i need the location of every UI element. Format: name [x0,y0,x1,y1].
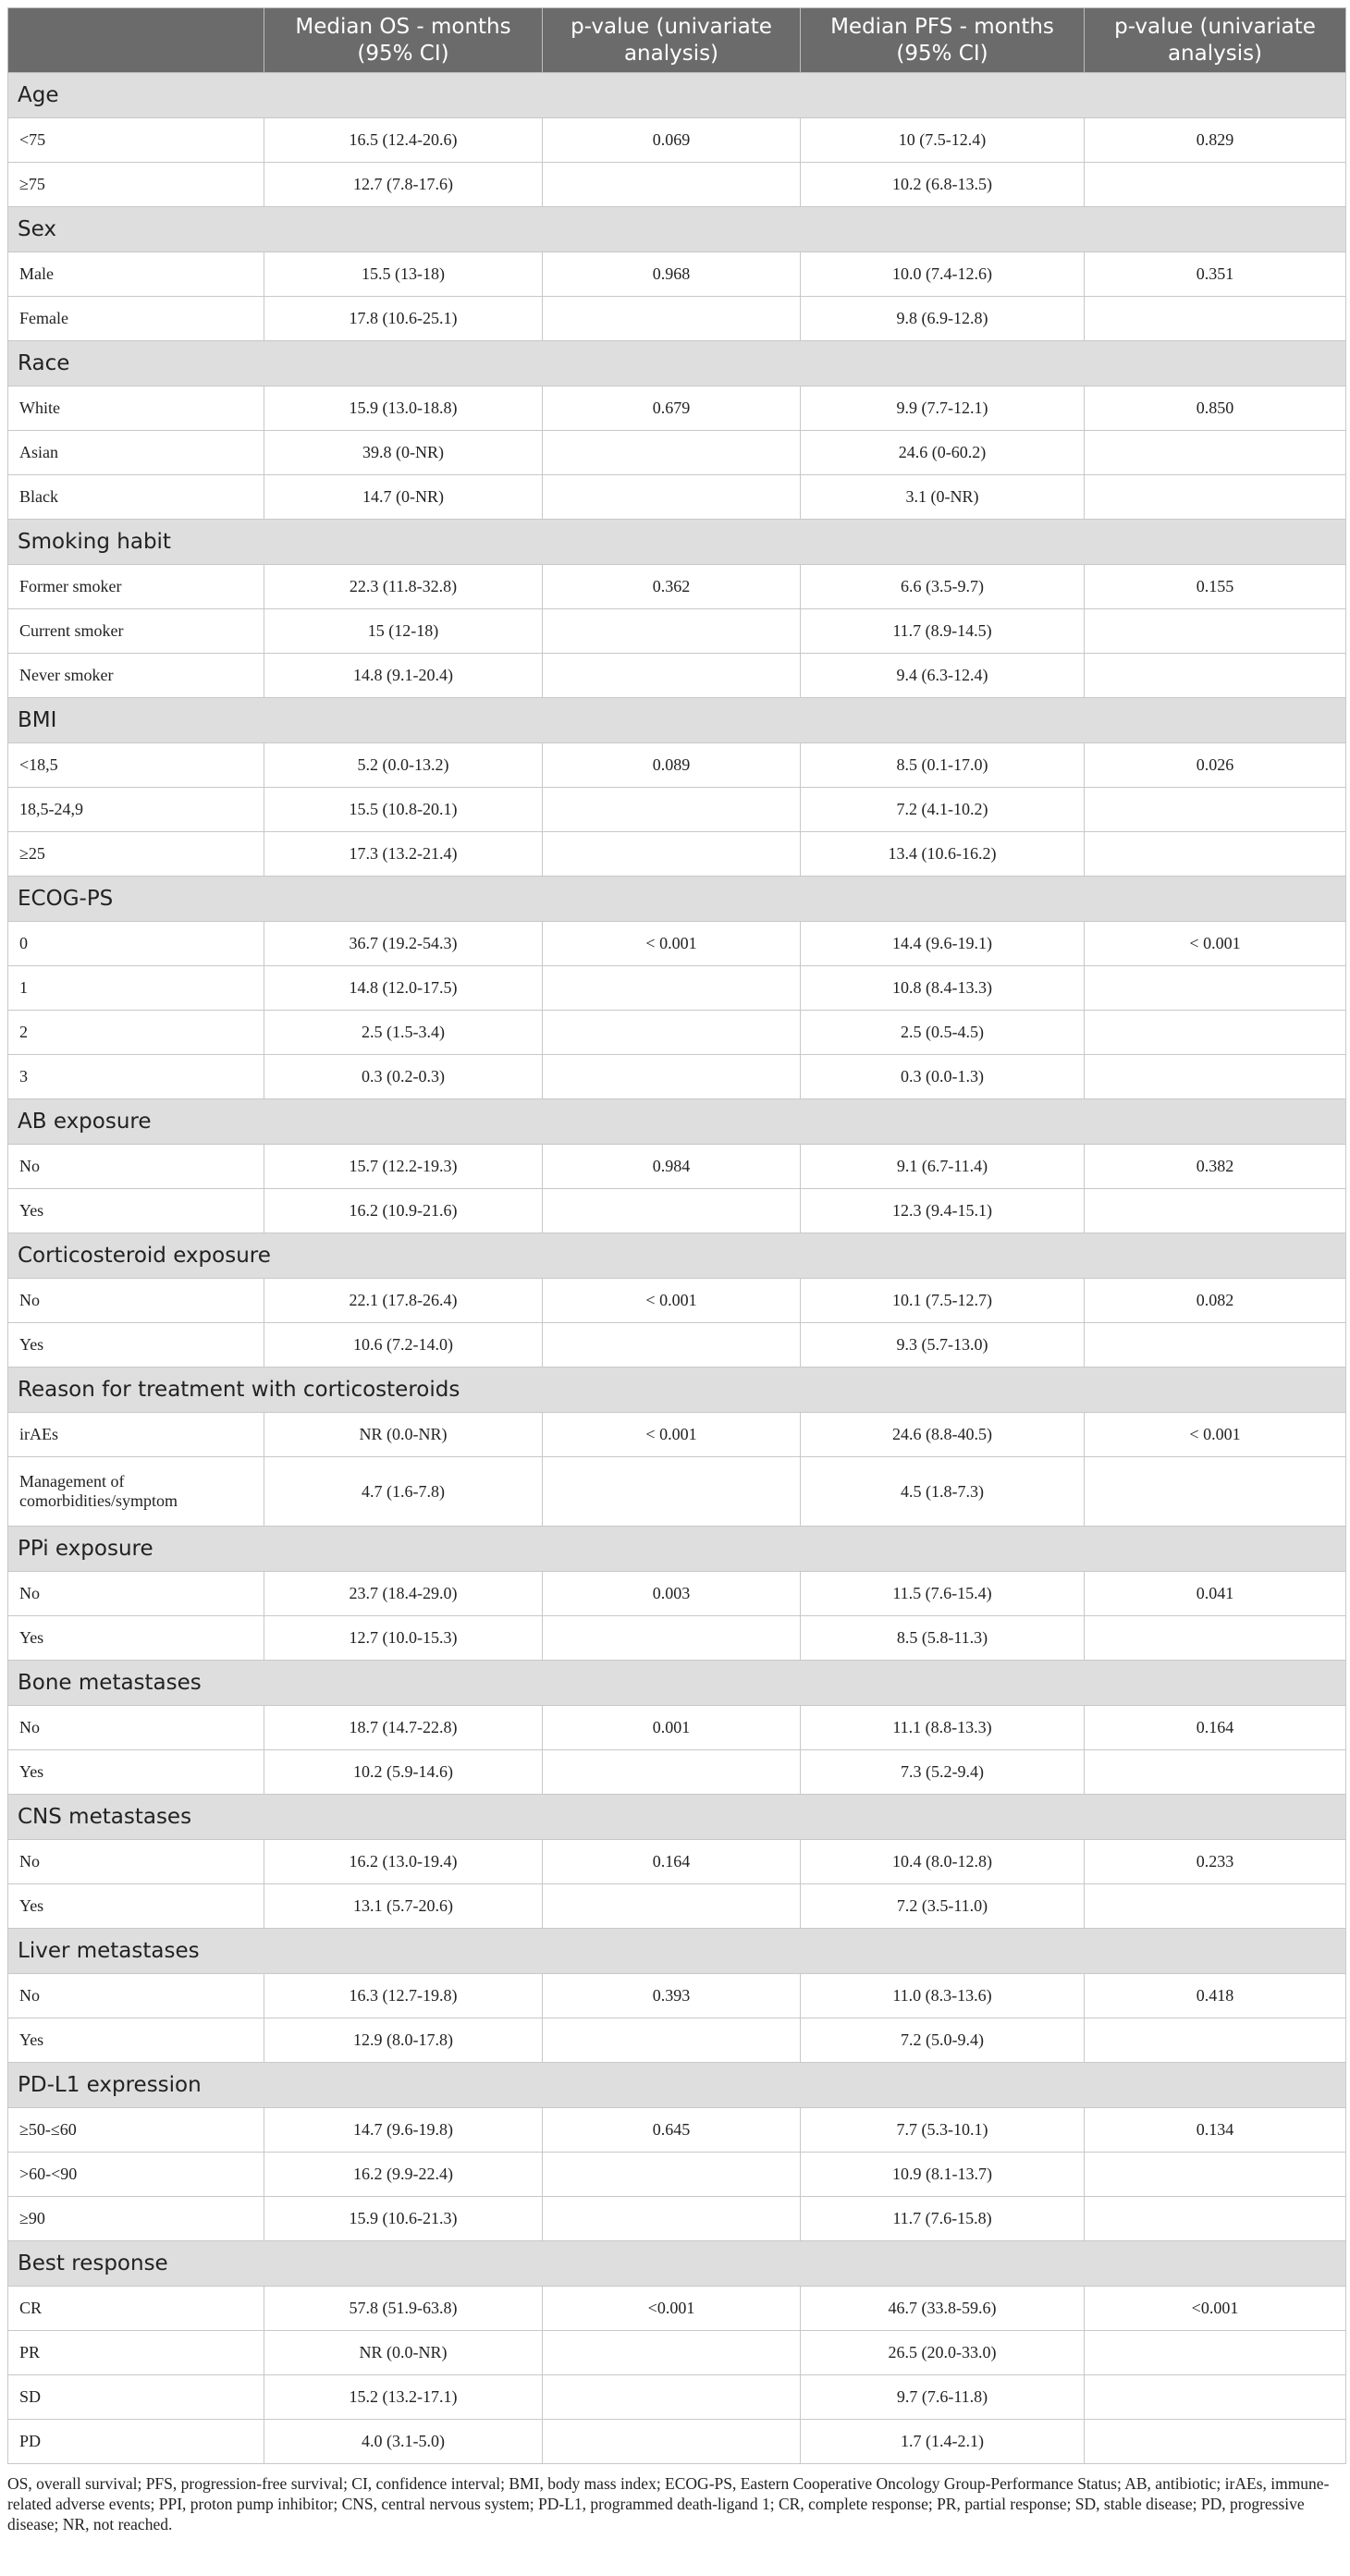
row-label: ≥90 [8,2197,264,2241]
median-os-cell: 13.1 (5.7-20.6) [264,1884,543,1929]
median-pfs-cell: 10 (7.5-12.4) [801,118,1085,163]
p-value-pfs-cell [1085,966,1346,1011]
row-label: Yes [8,1884,264,1929]
table-row [8,297,1346,341]
p-value-os-cell [543,1189,801,1233]
median-os-cell: 15.9 (10.6-21.3) [264,2197,543,2241]
median-os-cell: 4.7 (1.6-7.8) [264,1457,543,1527]
median-pfs-cell: 11.7 (7.6-15.8) [801,2197,1085,2241]
table-row [8,1189,1346,1233]
median-os-cell: 12.9 (8.0-17.8) [264,2018,543,2063]
median-pfs-cell: 4.5 (1.8-7.3) [801,1457,1085,1527]
p-value-os-cell: 0.968 [543,252,801,297]
median-os-cell: 39.8 (0-NR) [264,431,543,475]
group-header-row [8,1795,1346,1840]
row-label: Yes [8,2018,264,2063]
table-row [8,2018,1346,2063]
p-value-pfs-cell [1085,1189,1346,1233]
row-label: Female [8,297,264,341]
median-pfs-cell: 0.3 (0.0-1.3) [801,1055,1085,1099]
group-title: Liver metastases [8,1929,1346,1974]
median-os-cell: 14.8 (9.1-20.4) [264,654,543,698]
row-label: No [8,1572,264,1616]
median-os-cell: 22.1 (17.8-26.4) [264,1279,543,1323]
p-value-os-cell [543,654,801,698]
p-value-pfs-cell [1085,297,1346,341]
median-pfs-cell: 1.7 (1.4-2.1) [801,2420,1085,2464]
header-median-pfs: Median PFS - months (95% CI) [801,8,1085,73]
p-value-pfs-cell: 0.082 [1085,1279,1346,1323]
p-value-pfs-cell: 0.850 [1085,386,1346,431]
median-pfs-cell: 9.4 (6.3-12.4) [801,654,1085,698]
p-value-pfs-cell [1085,163,1346,207]
p-value-os-cell [543,1055,801,1099]
median-pfs-cell: 7.2 (4.1-10.2) [801,788,1085,832]
median-pfs-cell: 11.7 (8.9-14.5) [801,609,1085,654]
p-value-os-cell [543,1457,801,1527]
row-label: Yes [8,1323,264,1368]
median-os-cell: 12.7 (7.8-17.6) [264,163,543,207]
median-os-cell: 10.2 (5.9-14.6) [264,1750,543,1795]
table-row [8,1884,1346,1929]
median-os-cell: 16.2 (10.9-21.6) [264,1189,543,1233]
median-pfs-cell: 6.6 (3.5-9.7) [801,565,1085,609]
group-header-row [8,520,1346,565]
p-value-os-cell: < 0.001 [543,1279,801,1323]
table-row [8,252,1346,297]
median-pfs-cell: 12.3 (9.4-15.1) [801,1189,1085,1233]
group-title: Smoking habit [8,520,1346,565]
p-value-pfs-cell [1085,1616,1346,1661]
median-pfs-cell: 10.8 (8.4-13.3) [801,966,1085,1011]
table-row [8,743,1346,788]
table-row [8,2331,1346,2375]
p-value-pfs-cell [1085,2375,1346,2420]
median-os-cell: 14.7 (0-NR) [264,475,543,520]
group-title: PPi exposure [8,1527,1346,1572]
group-title: Corticosteroid exposure [8,1233,1346,1279]
table-row [8,788,1346,832]
p-value-pfs-cell [1085,1457,1346,1527]
table-row [8,163,1346,207]
row-label: <75 [8,118,264,163]
median-os-cell: 16.2 (9.9-22.4) [264,2153,543,2197]
p-value-os-cell: 0.984 [543,1145,801,1189]
p-value-os-cell: 0.069 [543,118,801,163]
median-os-cell: 0.3 (0.2-0.3) [264,1055,543,1099]
row-label: PD [8,2420,264,2464]
table-row [8,966,1346,1011]
p-value-os-cell: 0.001 [543,1706,801,1750]
median-pfs-cell: 11.0 (8.3-13.6) [801,1974,1085,2018]
p-value-os-cell [543,2420,801,2464]
median-pfs-cell: 9.3 (5.7-13.0) [801,1323,1085,1368]
median-pfs-cell: 9.1 (6.7-11.4) [801,1145,1085,1189]
table-header-row [8,8,1346,73]
p-value-pfs-cell: < 0.001 [1085,922,1346,966]
table-row [8,832,1346,877]
table-row [8,2197,1346,2241]
table-row [8,1457,1346,1527]
group-title: BMI [8,698,1346,743]
row-label: <18,5 [8,743,264,788]
median-pfs-cell: 46.7 (33.8-59.6) [801,2287,1085,2331]
median-os-cell: NR (0.0-NR) [264,1413,543,1457]
p-value-os-cell [543,163,801,207]
survival-table [7,7,1346,2464]
table-row [8,2420,1346,2464]
row-label: Black [8,475,264,520]
median-os-cell: 15.5 (10.8-20.1) [264,788,543,832]
median-pfs-cell: 7.3 (5.2-9.4) [801,1750,1085,1795]
row-label: Never smoker [8,654,264,698]
table-row [8,1616,1346,1661]
p-value-pfs-cell [1085,2420,1346,2464]
median-pfs-cell: 10.9 (8.1-13.7) [801,2153,1085,2197]
p-value-pfs-cell [1085,788,1346,832]
table-row [8,1706,1346,1750]
p-value-pfs-cell [1085,832,1346,877]
row-label: No [8,1145,264,1189]
median-os-cell: NR (0.0-NR) [264,2331,543,2375]
median-os-cell: 36.7 (19.2-54.3) [264,922,543,966]
row-label: ≥75 [8,163,264,207]
row-label: >60-<90 [8,2153,264,2197]
group-header-row [8,2241,1346,2287]
p-value-pfs-cell [1085,431,1346,475]
row-label: Current smoker [8,609,264,654]
p-value-pfs-cell: 0.026 [1085,743,1346,788]
table-row [8,1974,1346,2018]
p-value-os-cell [543,2331,801,2375]
row-label: Former smoker [8,565,264,609]
row-label: 18,5-24,9 [8,788,264,832]
median-os-cell: 2.5 (1.5-3.4) [264,1011,543,1055]
p-value-os-cell [543,2018,801,2063]
median-os-cell: 12.7 (10.0-15.3) [264,1616,543,1661]
median-pfs-cell: 2.5 (0.5-4.5) [801,1011,1085,1055]
group-header-row [8,1929,1346,1974]
p-value-pfs-cell [1085,475,1346,520]
group-header-row [8,1233,1346,1279]
median-os-cell: 10.6 (7.2-14.0) [264,1323,543,1368]
p-value-pfs-cell: 0.233 [1085,1840,1346,1884]
group-header-row [8,73,1346,118]
median-os-cell: 14.8 (12.0-17.5) [264,966,543,1011]
row-label: No [8,1706,264,1750]
median-pfs-cell: 26.5 (20.0-33.0) [801,2331,1085,2375]
p-value-os-cell: < 0.001 [543,1413,801,1457]
p-value-os-cell [543,297,801,341]
p-value-pfs-cell: < 0.001 [1085,1413,1346,1457]
row-label: PR [8,2331,264,2375]
median-os-cell: 14.7 (9.6-19.8) [264,2108,543,2153]
row-label: 3 [8,1055,264,1099]
group-title: Race [8,341,1346,386]
group-title: Age [8,73,1346,118]
row-label: 0 [8,922,264,966]
table-row [8,1572,1346,1616]
median-pfs-cell: 9.8 (6.9-12.8) [801,297,1085,341]
p-value-pfs-cell: 0.164 [1085,1706,1346,1750]
p-value-os-cell [543,1750,801,1795]
median-os-cell: 22.3 (11.8-32.8) [264,565,543,609]
table-row [8,2375,1346,2420]
median-os-cell: 5.2 (0.0-13.2) [264,743,543,788]
median-pfs-cell: 10.4 (8.0-12.8) [801,1840,1085,1884]
p-value-os-cell [543,788,801,832]
median-pfs-cell: 24.6 (0-60.2) [801,431,1085,475]
p-value-os-cell [543,1011,801,1055]
table-container [7,7,1345,2534]
group-header-row [8,341,1346,386]
group-title: Bone metastases [8,1661,1346,1706]
group-title: CNS metastases [8,1795,1346,1840]
p-value-os-cell [543,1323,801,1368]
median-os-cell: 18.7 (14.7-22.8) [264,1706,543,1750]
group-title: ECOG-PS [8,877,1346,922]
p-value-pfs-cell: 0.134 [1085,2108,1346,2153]
median-os-cell: 15.9 (13.0-18.8) [264,386,543,431]
median-os-cell: 16.2 (13.0-19.4) [264,1840,543,1884]
p-value-pfs-cell: <0.001 [1085,2287,1346,2331]
header-p-value-os: p-value (univariate analysis) [543,8,801,73]
group-header-row [8,1527,1346,1572]
p-value-pfs-cell: 0.418 [1085,1974,1346,2018]
table-row [8,1750,1346,1795]
p-value-pfs-cell [1085,2153,1346,2197]
group-header-row [8,1368,1346,1413]
median-os-cell: 57.8 (51.9-63.8) [264,2287,543,2331]
p-value-pfs-cell [1085,1323,1346,1368]
median-os-cell: 15.2 (13.2-17.1) [264,2375,543,2420]
median-os-cell: 16.5 (12.4-20.6) [264,118,543,163]
header-variable [8,8,264,73]
row-label: No [8,1974,264,2018]
table-footnote: OS, overall survival; PFS, progression-free survival; CI, confidence interval; BMI, body mass index; ECOG-PS, Eastern Cooperative Oncology Group-Performance Status; AB, antibiotic; irAEs, immune-related adverse events; PPI, proton pump inhibitor; CNS, central nervous system; PD-L1, programmed death-ligand 1; CR, complete response; PR, partial response; SD, stable disease; PD, progressive disease; NR, not reached. [7,2474,1330,2533]
median-pfs-cell: 3.1 (0-NR) [801,475,1085,520]
table-row [8,2287,1346,2331]
table-row [8,1145,1346,1189]
p-value-pfs-cell [1085,1055,1346,1099]
p-value-os-cell: 0.393 [543,1974,801,2018]
p-value-pfs-cell: 0.041 [1085,1572,1346,1616]
group-title: AB exposure [8,1099,1346,1145]
p-value-pfs-cell: 0.351 [1085,252,1346,297]
median-os-cell: 17.3 (13.2-21.4) [264,832,543,877]
table-row [8,1413,1346,1457]
p-value-pfs-cell: 0.382 [1085,1145,1346,1189]
table-row [8,1323,1346,1368]
row-label: irAEs [8,1413,264,1457]
p-value-os-cell [543,2197,801,2241]
median-pfs-cell: 7.7 (5.3-10.1) [801,2108,1085,2153]
table-row [8,609,1346,654]
group-title: Reason for treatment with corticosteroids [8,1368,1346,1413]
p-value-os-cell [543,1616,801,1661]
group-title: Best response [8,2241,1346,2287]
median-pfs-cell: 9.7 (7.6-11.8) [801,2375,1085,2420]
p-value-pfs-cell [1085,1011,1346,1055]
table-row [8,118,1346,163]
p-value-os-cell [543,609,801,654]
table-row [8,386,1346,431]
median-pfs-cell: 24.6 (8.8-40.5) [801,1413,1085,1457]
group-header-row [8,1661,1346,1706]
group-title: Sex [8,207,1346,252]
table-body [8,73,1346,2464]
p-value-pfs-cell [1085,1750,1346,1795]
p-value-pfs-cell [1085,1884,1346,1929]
row-label: ≥50-≤60 [8,2108,264,2153]
row-label: Male [8,252,264,297]
median-pfs-cell: 10.1 (7.5-12.7) [801,1279,1085,1323]
row-label: Yes [8,1189,264,1233]
p-value-os-cell [543,431,801,475]
table-row [8,2153,1346,2197]
median-pfs-cell: 11.1 (8.8-13.3) [801,1706,1085,1750]
row-label: Yes [8,1750,264,1795]
p-value-pfs-cell [1085,609,1346,654]
p-value-os-cell: 0.003 [543,1572,801,1616]
row-label: White [8,386,264,431]
median-os-cell: 17.8 (10.6-25.1) [264,297,543,341]
row-label: No [8,1840,264,1884]
median-os-cell: 4.0 (3.1-5.0) [264,2420,543,2464]
p-value-pfs-cell [1085,2197,1346,2241]
p-value-os-cell: 0.164 [543,1840,801,1884]
median-pfs-cell: 9.9 (7.7-12.1) [801,386,1085,431]
group-title: PD-L1 expression [8,2063,1346,2108]
row-label: 1 [8,966,264,1011]
p-value-os-cell: 0.089 [543,743,801,788]
p-value-os-cell [543,475,801,520]
p-value-os-cell [543,1884,801,1929]
row-label: ≥25 [8,832,264,877]
median-pfs-cell: 7.2 (3.5-11.0) [801,1884,1085,1929]
p-value-os-cell: <0.001 [543,2287,801,2331]
median-pfs-cell: 13.4 (10.6-16.2) [801,832,1085,877]
p-value-pfs-cell [1085,654,1346,698]
table-row [8,2108,1346,2153]
header-p-value-pfs: p-value (univariate analysis) [1085,8,1346,73]
p-value-pfs-cell: 0.829 [1085,118,1346,163]
median-pfs-cell: 11.5 (7.6-15.4) [801,1572,1085,1616]
p-value-pfs-cell [1085,2331,1346,2375]
table-row [8,565,1346,609]
p-value-os-cell: 0.645 [543,2108,801,2153]
group-header-row [8,207,1346,252]
p-value-os-cell [543,966,801,1011]
row-label: No [8,1279,264,1323]
header-median-os: Median OS - months (95% CI) [264,8,543,73]
p-value-os-cell: 0.362 [543,565,801,609]
p-value-os-cell [543,2375,801,2420]
row-label: Asian [8,431,264,475]
median-os-cell: 15.7 (12.2-19.3) [264,1145,543,1189]
row-label: Management of comorbidities/symptom [8,1457,264,1527]
table-row [8,431,1346,475]
table-row [8,654,1346,698]
p-value-os-cell [543,832,801,877]
median-os-cell: 15 (12-18) [264,609,543,654]
p-value-os-cell: 0.679 [543,386,801,431]
row-label: Yes [8,1616,264,1661]
group-header-row [8,877,1346,922]
median-pfs-cell: 8.5 (5.8-11.3) [801,1616,1085,1661]
p-value-os-cell: < 0.001 [543,922,801,966]
p-value-pfs-cell [1085,2018,1346,2063]
p-value-os-cell [543,2153,801,2197]
table-row [8,922,1346,966]
row-label: SD [8,2375,264,2420]
median-os-cell: 15.5 (13-18) [264,252,543,297]
group-header-row [8,1099,1346,1145]
median-os-cell: 23.7 (18.4-29.0) [264,1572,543,1616]
row-label: 2 [8,1011,264,1055]
median-pfs-cell: 7.2 (5.0-9.4) [801,2018,1085,2063]
p-value-pfs-cell: 0.155 [1085,565,1346,609]
group-header-row [8,698,1346,743]
median-pfs-cell: 8.5 (0.1-17.0) [801,743,1085,788]
table-row [8,475,1346,520]
table-row [8,1279,1346,1323]
table-row [8,1011,1346,1055]
median-os-cell: 16.3 (12.7-19.8) [264,1974,543,2018]
median-pfs-cell: 14.4 (9.6-19.1) [801,922,1085,966]
median-pfs-cell: 10.0 (7.4-12.6) [801,252,1085,297]
row-label: CR [8,2287,264,2331]
table-row [8,1055,1346,1099]
group-header-row [8,2063,1346,2108]
median-pfs-cell: 10.2 (6.8-13.5) [801,163,1085,207]
table-row [8,1840,1346,1884]
